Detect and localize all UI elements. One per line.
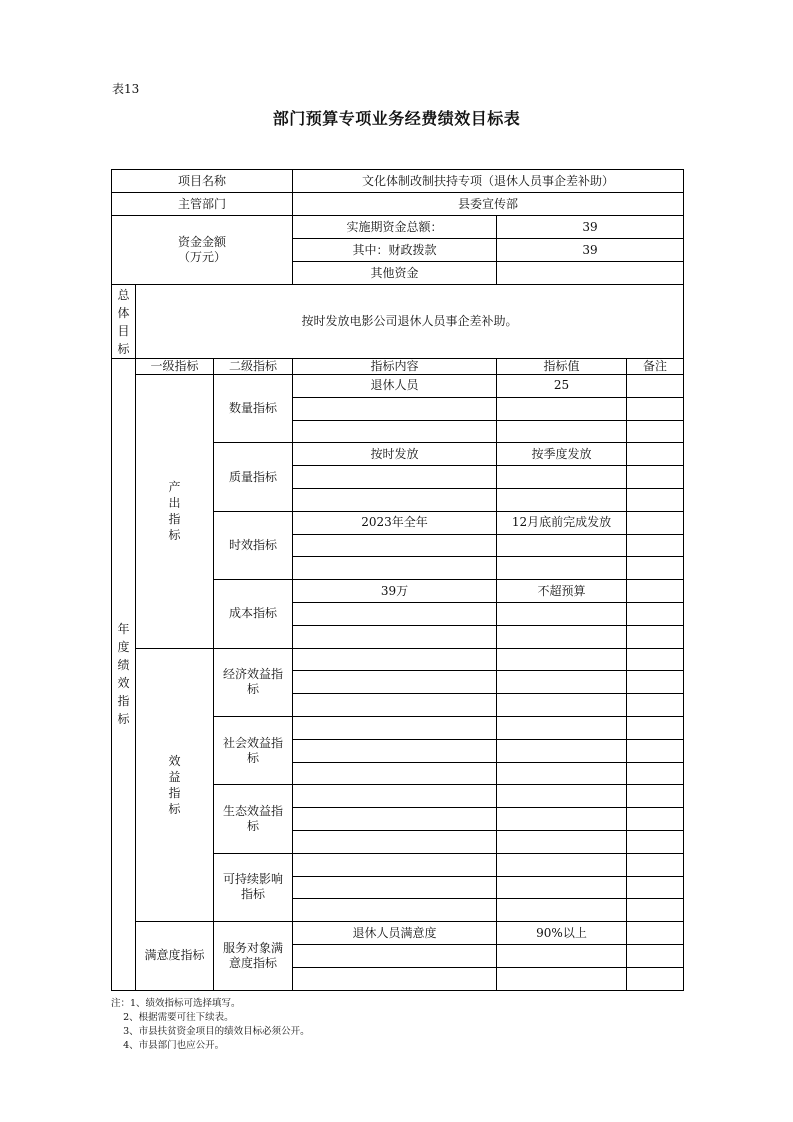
project-name-value: 文化体制改制扶持专项（退休人员事企差补助） xyxy=(293,170,684,193)
indicator-value xyxy=(497,625,627,648)
indicator-remark xyxy=(627,511,684,534)
output-level1-cell xyxy=(136,375,214,649)
indicator-remark xyxy=(627,466,684,489)
project-name-row xyxy=(112,170,684,193)
indicator-value xyxy=(497,420,627,443)
performance-target-table xyxy=(111,169,684,991)
ecological-level2-cell xyxy=(214,785,293,853)
ecological-level2-label: 生态效益指标 xyxy=(223,804,284,834)
overall-target-label: 总体目标 xyxy=(117,287,130,356)
indicator-remark xyxy=(627,625,684,648)
satisfaction-level1-cell xyxy=(136,922,214,990)
indicator-remark xyxy=(627,420,684,443)
header-value: 指标值 xyxy=(497,359,627,375)
indicator-value xyxy=(497,876,627,899)
indicator-remark xyxy=(627,580,684,603)
indicator-value xyxy=(497,488,627,511)
fiscal-fund-label: 其中：财政拨款 xyxy=(293,239,497,262)
indicator-content xyxy=(293,397,497,420)
indicator-value xyxy=(497,899,627,922)
timeliness-level2-cell xyxy=(214,511,293,579)
indicator-remark xyxy=(627,739,684,762)
dept-label: 主管部门 xyxy=(112,193,293,216)
indicator-remark xyxy=(627,671,684,694)
indicator-content xyxy=(293,466,497,489)
indicator-value xyxy=(497,716,627,739)
dept-value: 县委宣传部 xyxy=(293,193,684,216)
indicator-content xyxy=(293,899,497,922)
cost-level2-cell xyxy=(214,580,293,648)
indicator-remark xyxy=(627,762,684,785)
indicator-remark xyxy=(627,648,684,671)
indicator-value xyxy=(497,853,627,876)
service-level2-cell xyxy=(214,922,293,990)
dept-row xyxy=(112,193,684,216)
indicator-content xyxy=(293,625,497,648)
indicator-remark xyxy=(627,534,684,557)
note-line: 2、根据需要可往下续表。 xyxy=(111,1012,234,1023)
fund-label: 资金金额 xyxy=(177,235,226,249)
benefit-level1-label: 效益指标 xyxy=(168,753,181,816)
indicator-remark xyxy=(627,785,684,808)
economic-level2-label: 经济效益指标 xyxy=(223,667,284,697)
indicator-value: 12月底前完成发放 xyxy=(497,511,627,534)
indicator-content xyxy=(293,716,497,739)
indicator-content xyxy=(293,853,497,876)
indicator-value xyxy=(497,762,627,785)
indicator-remark xyxy=(627,443,684,466)
annual-indicator-label-cell xyxy=(112,359,136,991)
indicator-value xyxy=(497,739,627,762)
total-fund-value: 39 xyxy=(497,216,684,239)
header-content: 指标内容 xyxy=(293,359,497,375)
other-fund-label: 其他资金 xyxy=(293,262,497,285)
indicator-value xyxy=(497,944,627,967)
indicator-row xyxy=(112,375,684,398)
indicator-value xyxy=(497,694,627,717)
indicator-remark xyxy=(627,808,684,831)
indicator-value xyxy=(497,808,627,831)
project-name-label: 项目名称 xyxy=(112,170,293,193)
indicator-value: 不超预算 xyxy=(497,580,627,603)
benefit-level1-cell xyxy=(136,648,214,922)
indicator-row xyxy=(112,922,684,945)
header-level2: 二级指标 xyxy=(214,359,293,375)
indicator-content xyxy=(293,602,497,625)
indicator-remark xyxy=(627,375,684,398)
indicator-content xyxy=(293,785,497,808)
indicator-value: 90%以上 xyxy=(497,922,627,945)
indicator-content: 退休人员满意度 xyxy=(293,922,497,945)
total-fund-label: 实施期资金总额： xyxy=(293,216,497,239)
indicator-remark xyxy=(627,922,684,945)
indicator-remark xyxy=(627,488,684,511)
sustainable-level2-label: 可持续影响指标 xyxy=(223,872,284,902)
indicator-value xyxy=(497,557,627,580)
indicator-content xyxy=(293,420,497,443)
indicator-value xyxy=(497,602,627,625)
indicator-content xyxy=(293,944,497,967)
quantity-level2-cell xyxy=(214,375,293,443)
indicator-value xyxy=(497,785,627,808)
notes xyxy=(111,997,310,1053)
indicator-remark xyxy=(627,557,684,580)
indicator-content xyxy=(293,488,497,511)
indicator-content xyxy=(293,694,497,717)
indicator-remark xyxy=(627,716,684,739)
indicator-value xyxy=(497,397,627,420)
indicator-value xyxy=(497,830,627,853)
indicator-remark xyxy=(627,944,684,967)
indicator-remark xyxy=(627,967,684,990)
indicator-value: 25 xyxy=(497,375,627,398)
indicator-content xyxy=(293,557,497,580)
note-line: 注：1、绩效指标可选择填写。 xyxy=(111,998,241,1009)
indicator-content xyxy=(293,876,497,899)
indicator-content xyxy=(293,648,497,671)
indicator-content xyxy=(293,967,497,990)
economic-level2-cell xyxy=(214,648,293,716)
timeliness-level2-label: 时效指标 xyxy=(228,537,277,552)
indicator-row xyxy=(112,648,684,671)
fiscal-fund-value: 39 xyxy=(497,239,684,262)
cost-level2-label: 成本指标 xyxy=(228,606,277,621)
indicator-header-row xyxy=(112,359,684,375)
sustainable-level2-cell xyxy=(214,853,293,921)
fund-unit: （万元） xyxy=(177,250,226,264)
note-line: 4、市县部门也应公开。 xyxy=(111,1040,225,1051)
indicator-content xyxy=(293,739,497,762)
social-level2-label: 社会效益指标 xyxy=(223,735,284,765)
page-title: 部门预算专项业务经费绩效目标表 xyxy=(272,109,521,128)
other-fund-value xyxy=(497,262,684,285)
fund-total-row xyxy=(112,216,684,239)
indicator-value: 按季度发放 xyxy=(497,443,627,466)
header-remark: 备注 xyxy=(627,359,684,375)
annual-indicator-label: 年度绩效指标 xyxy=(117,622,130,727)
indicator-content xyxy=(293,762,497,785)
indicator-remark xyxy=(627,694,684,717)
indicator-value xyxy=(497,671,627,694)
indicator-remark xyxy=(627,876,684,899)
indicator-value xyxy=(497,534,627,557)
overall-target-row xyxy=(112,285,684,359)
indicator-content: 2023年全年 xyxy=(293,511,497,534)
indicator-content: 按时发放 xyxy=(293,443,497,466)
indicator-value xyxy=(497,466,627,489)
indicator-remark xyxy=(627,602,684,625)
indicator-remark xyxy=(627,830,684,853)
quantity-level2-label: 数量指标 xyxy=(228,401,277,416)
indicator-remark xyxy=(627,899,684,922)
overall-target-label-cell xyxy=(112,285,136,359)
satisfaction-level1-label: 满意度指标 xyxy=(144,948,205,963)
quality-level2-cell xyxy=(214,443,293,511)
service-level2-label: 服务对象满意度指标 xyxy=(223,940,284,970)
quality-level2-label: 质量指标 xyxy=(228,469,277,484)
indicator-content: 39万 xyxy=(293,580,497,603)
indicator-content xyxy=(293,671,497,694)
header-level1: 一级指标 xyxy=(136,359,214,375)
indicator-content xyxy=(293,830,497,853)
fund-label-cell xyxy=(112,216,293,285)
indicator-value xyxy=(497,648,627,671)
overall-target-text: 按时发放电影公司退休人员事企差补助。 xyxy=(136,285,684,359)
note-line: 3、市县扶贫资金项目的绩效目标必须公开。 xyxy=(111,1026,310,1037)
indicator-remark xyxy=(627,853,684,876)
indicator-content xyxy=(293,534,497,557)
indicator-remark xyxy=(627,397,684,420)
indicator-value xyxy=(497,967,627,990)
output-level1-label: 产出指标 xyxy=(168,480,181,543)
indicator-content: 退休人员 xyxy=(293,375,497,398)
social-level2-cell xyxy=(214,716,293,784)
doc-label: 表13 xyxy=(112,82,140,96)
indicator-content xyxy=(293,808,497,831)
